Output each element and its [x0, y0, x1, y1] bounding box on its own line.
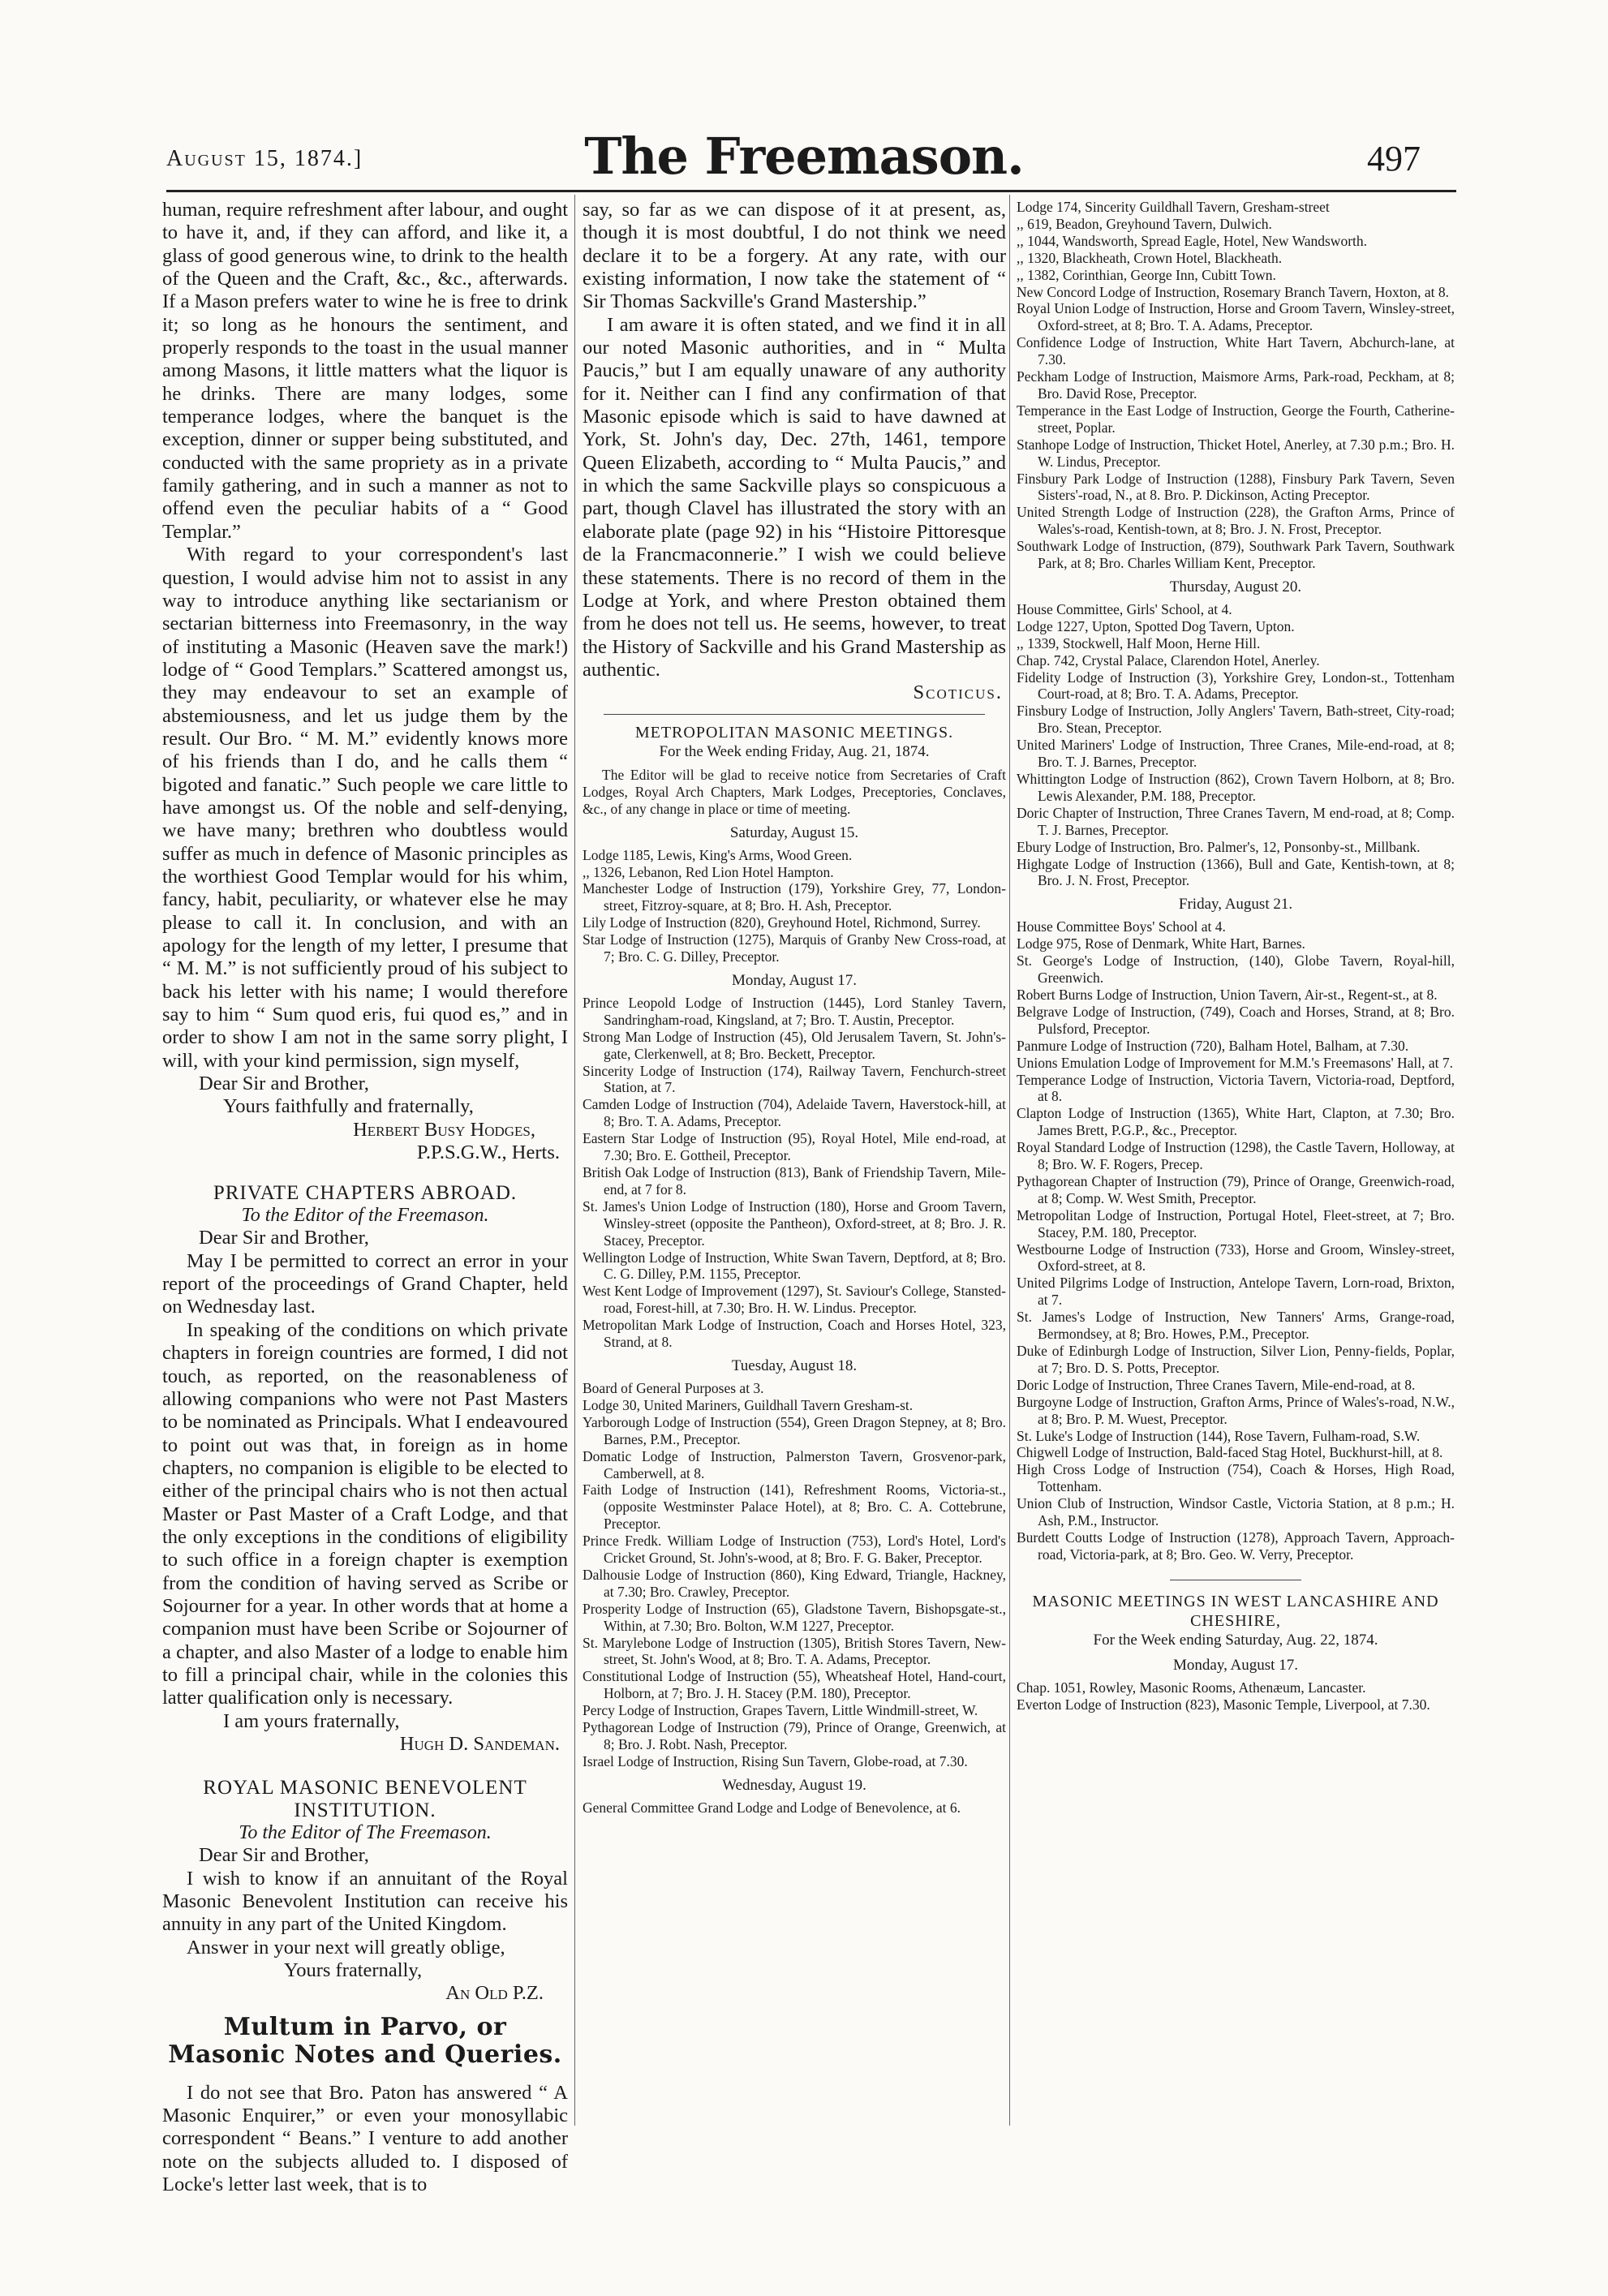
signature-name: Scoticus. [913, 681, 1003, 704]
meeting-entry: United Strength Lodge of Instruction (228), the Grafton Arms, Prince of Wales's-road, Kentish-town, at 8; Bro. J. N. Frost, Preceptor. [1017, 504, 1455, 538]
salutation: Dear Sir and Brother, [199, 1227, 369, 1249]
day-heading: Monday, August 17. [732, 971, 857, 989]
meeting-entry: Whittington Lodge of Instruction (862), Crown Tavern Holborn, at 8; Bro. Lewis Alexander, P.M. 188, Preceptor. [1017, 771, 1455, 804]
meeting-list [583, 823, 1006, 1817]
meeting-entry: Star Lodge of Instruction (1275), Marquis of Granby New Cross-road, at 7; Bro. C. G. Dilley, Preceptor. [583, 931, 1006, 965]
meeting-entry: United Mariners' Lodge of Instruction, Three Cranes, Mile-end-road, at 8; Bro. T. J. Barnes, Preceptor. [1017, 737, 1455, 771]
issue-date: August 15, 1874.] [166, 146, 363, 171]
header-rule [166, 190, 1456, 192]
meeting-entry: Belgrave Lodge of Instruction, (749), Coach and Horses, Strand, at 8; Bro. Pulsford, Preceptor. [1017, 1003, 1455, 1037]
signature-name: An Old P.Z. [445, 1982, 544, 2005]
meeting-entry: ,, 619, Beadon, Greyhound Tavern, Dulwich. [1017, 215, 1272, 232]
meeting-entry: Pythagorean Lodge of Instruction (79), Prince of Orange, Greenwich, at 8; Bro. J. Robt. Nash, Preceptor. [583, 1719, 1006, 1753]
meeting-entry: St. George's Lodge of Instruction, (140), Globe Tavern, Royal-hill, Greenwich. [1017, 952, 1455, 987]
meeting-entry: Faith Lodge of Instruction (141), Refreshment Rooms, Victoria-st., (opposite Westminster Palace Hotel), at 8; Bro. C. A. Cottebrune, Preceptor. [583, 1481, 1006, 1533]
meeting-entry: Pythagorean Chapter of Instruction (79), Prince of Orange, Greenwich-road, at 8; Comp. W. West Smith, Preceptor. [1017, 1172, 1455, 1206]
editor-note: The Editor will be glad to receive notice from Secretaries of Craft Lodges, Royal Arch Chapters, Mark Lodges, Preceptories, Conclaves, &c., of any change in place or time of meeting. [583, 767, 1006, 817]
meeting-entry: Ebury Lodge of Instruction, Bro. Palmer's, 12, Ponsonby-st., Millbank. [1017, 838, 1421, 855]
letter-paragraph: In speaking of the conditions on which private chapters in foreign countries are formed, I did not touch, as reported, on the reasonableness of allowing companions who were not Past Masters to be nominated as Principals. What I endeavoured to point out was that, in foreign as in home chapters, no companion is eligible to be elected to either of the principal chairs who is not then actual Master or Past Master of a Craft Lodge, and that the only exceptions in the conditions of eligibility to such office in a foreign chapter is exemption from the condition of having served as Scribe or Sojourner for a year. In other words that at home a companion must have been Scribe or Sojourner of a chapter, and also Master of a lodge to enable him to fill a principal chair, while in the colonies this latter qualification only is necessary. [162, 1318, 568, 1709]
day-heading: Tuesday, August 18. [731, 1357, 858, 1374]
section-subtitle: To the Editor of the Freemason. [241, 1205, 489, 1227]
meeting-entry: West Kent Lodge of Improvement (1297), St. Saviour's College, Stansted-road, Forest-hill, at 7.30; Bro. H. W. Lindus. Preceptor. [583, 1283, 1006, 1317]
meeting-entry: British Oak Lodge of Instruction (813), Bank of Friendship Tavern, Mile-end, at 7 for 8. [583, 1164, 1006, 1197]
meeting-entry: ,, 1044, Wandsworth, Spread Eagle, Hotel, New Wandsworth. [1017, 232, 1368, 249]
meeting-entry: Chigwell Lodge of Instruction, Bald-faced Stag Hotel, Buckhurst-hill, at 8. [1017, 1444, 1443, 1461]
meeting-list [1017, 1655, 1455, 1713]
meeting-entry: Temperance in the East Lodge of Instruction, George the Fourth, Catherine-street, Poplar. [1017, 402, 1455, 436]
meeting-entry: St. Luke's Lodge of Instruction (144), Rose Tavern, Fulham-road, S.W. [1017, 1427, 1421, 1444]
meeting-entry: ,, 1320, Blackheath, Crown Hotel, Blackheath. [1017, 249, 1283, 266]
section-title: METROPOLITAN MASONIC MEETINGS. [634, 724, 954, 742]
meeting-entry: Temperance Lodge of Instruction, Victoria Tavern, Victoria-road, Deptford, at 8. [1017, 1071, 1455, 1105]
meeting-entry: Yarborough Lodge of Instruction (554), Green Dragon Stepney, at 8; Bro. Barnes, P.M., Preceptor. [583, 1413, 1006, 1447]
day-heading: Thursday, August 20. [1169, 578, 1302, 595]
meeting-entry: ,, 1326, Lebanon, Red Lion Hotel Hampton. [583, 863, 834, 880]
meeting-entry: Fidelity Lodge of Instruction (3), Yorkshire Grey, London-st., Tottenham Court-road, at 8; Bro. T. A. Adams, Preceptor. [1017, 669, 1455, 703]
signature-name: Hugh D. Sandeman. [399, 1733, 560, 1755]
meeting-entry: Percy Lodge of Instruction, Grapes Tavern, Little Windmill-street, W. [583, 1702, 978, 1719]
meeting-entry: Robert Burns Lodge of Instruction, Union Tavern, Air-st., Regent-st., at 8. [1017, 986, 1438, 1003]
meeting-entry: Doric Lodge of Instruction, Three Cranes Tavern, Mile-end-road, at 8. [1017, 1376, 1416, 1393]
salutation: Dear Sir and Brother, [199, 1844, 369, 1867]
meeting-entry: Stanhope Lodge of Instruction, Thicket Hotel, Anerley, at 7.30 p.m.; Bro. H. W. Lindus, Preceptor. [1017, 436, 1455, 470]
closing: Yours faithfully and fraternally, [223, 1095, 474, 1118]
meeting-entry: Lodge 1185, Lewis, King's Arms, Wood Green. [583, 846, 853, 863]
meeting-entry: St. Marylebone Lodge of Instruction (1305), British Stores Tavern, New-street, St. John's Wood, at 8; Bro. T. A. Adams, Preceptor. [583, 1634, 1006, 1668]
meeting-entry: Lodge 30, United Mariners, Guildhall Tavern Gresham-st. [583, 1396, 914, 1413]
meeting-entry: Duke of Edinburgh Lodge of Instruction, Silver Lion, Penny-fields, Poplar, at 7; Bro. D. S. Potts, Preceptor. [1017, 1343, 1455, 1376]
section-title: PRIVATE CHAPTERS ABROAD. [213, 1182, 518, 1205]
section-divider [604, 714, 985, 715]
meeting-entry: Strong Man Lodge of Instruction (45), Old Jerusalem Tavern, St. John's-gate, Clerkenwell, at 8; Bro. Beckett, Preceptor. [583, 1028, 1006, 1062]
section-subtitle: To the Editor of The Freemason. [239, 1822, 492, 1844]
closing: I am yours fraternally, [223, 1709, 400, 1732]
section-title: Multum in Parvo, or Masonic Notes and Queries. [168, 2012, 562, 2069]
meeting-entry: Sincerity Lodge of Instruction (174), Railway Tavern, Fenchurch-street Station, at 7. [583, 1062, 1006, 1096]
letter-paragraph: human, require refreshment after labour, and ought to have it, and, if they can afford, and like it, a glass of good generous wine, to drink to the health of the Queen and the Craft, &c., &c., afterwards. If a Mason prefers water to wine he is free to drink it; so long as he honours the sentiment, and properly responds to the toast in the usual manner among Masons, it little matters what the liquor is he drinks. There are many lodges, some temperance lodges, where the banquet is the exception, dinner or supper being substituted, and conducted with the same propriety as in a private family gathering, and in such a manner as not to offend even the peculiar habits of a “ Good Templar.” [162, 199, 568, 543]
article-paragraph: I do not see that Bro. Paton has answered “ A Masonic Enquirer,” or even your monosyllabic correspondent “ Beans.” I venture to add another note on the subjects alluded to. I disposed of Locke's letter last week, that is to [162, 2081, 568, 2196]
meeting-entry: Prince Fredk. William Lodge of Instruction (753), Lord's Hotel, Lord's Cricket Ground, St. John's-wood, at 8; Bro. F. G. Baker, Preceptor. [583, 1533, 1006, 1567]
letter-paragraph: May I be permitted to correct an error in your report of the proceedings of Grand Chapter, held on Wednesday last. [162, 1249, 568, 1318]
meeting-entry: High Cross Lodge of Instruction (754), Coach & Horses, High Road, Tottenham. [1017, 1461, 1455, 1495]
meeting-entry: ,, 1382, Corinthian, George Inn, Cubitt Town. [1017, 266, 1276, 283]
meeting-entry: Lily Lodge of Instruction (820), Greyhound Hotel, Richmond, Surrey. [583, 914, 981, 931]
meeting-entry: Eastern Star Lodge of Instruction (95), Royal Hotel, Mile end-road, at 7.30; Bro. E. Gottheil, Preceptor. [583, 1130, 1006, 1164]
day-heading: Friday, August 21. [1178, 896, 1293, 914]
meeting-entry: United Pilgrims Lodge of Instruction, Antelope Tavern, Lorn-road, Brixton, at 7. [1017, 1275, 1455, 1309]
meeting-entry: Doric Chapter of Instruction, Three Cranes Tavern, M end-road, at 8; Comp. T. J. Barnes, Preceptor. [1017, 804, 1455, 838]
meeting-entry: Finsbury Park Lodge of Instruction (1288), Finsbury Park Tavern, Seven Sisters'-road, N., at 8. Bro. P. Dickinson, Acting Preceptor. [1017, 470, 1455, 504]
meeting-entry: Lodge 975, Rose of Denmark, White Hart, Barnes. [1017, 935, 1305, 952]
meeting-entry: Metropolitan Lodge of Instruction, Portugal Hotel, Fleet-street, at 7; Bro. Stacey, P.M. 180, Preceptor. [1017, 1206, 1455, 1240]
article-paragraph: I am aware it is often stated, and we find it in all our noted Masonic authorities, and in “ Multa Paucis,” but I am equally unaware of any authority for it. Neither can I find any confirmation of that Masonic episode which is said to have dawned at York, St. John's day, Dec. 27th, 1461, tempore Queen Elizabeth, according to “ Multa Paucis,” and in which the same Sackville plays so conspicuous a part, though Clavel has illustrated the story with an elaborate plate (page 92) in his “Histoire Pittoresque de la Francmaconnerie.” I wish we could believe these statements. There is no record of them in the Lodge at York, and where Preston obtained them from he does not tell us. He seems, however, to treat the History of Sackville and his Grand Mastership as authentic. [583, 313, 1006, 681]
meeting-entry: Everton Lodge of Instruction (823), Masonic Temple, Liverpool, at 7.30. [1017, 1696, 1430, 1713]
meeting-entry: Highgate Lodge of Instruction (1366), Bull and Gate, Kentish-town, at 8; Bro. J. N. Frost, Preceptor. [1017, 855, 1455, 889]
day-heading: Saturday, August 15. [729, 823, 859, 841]
salutation: Dear Sir and Brother, [199, 1073, 369, 1095]
meeting-entry: ,, 1339, Stockwell, Half Moon, Herne Hill. [1017, 634, 1261, 651]
meeting-entry: Board of General Purposes at 3. [583, 1379, 764, 1396]
meeting-entry: Confidence Lodge of Instruction, White Hart Tavern, Abchurch-lane, at 7.30. [1017, 334, 1455, 368]
meeting-entry: Chap. 742, Crystal Palace, Clarendon Hotel, Anerley. [1017, 651, 1320, 669]
section-subtitle: For the Week ending Friday, Aug. 21, 1874. [659, 743, 930, 761]
meeting-entry: Southwark Lodge of Instruction, (879), Southwark Park Tavern, Southwark Park, at 8; Bro. Charles William Kent, Preceptor. [1017, 538, 1455, 572]
meeting-entry: Burgoyne Lodge of Instruction, Grafton Arms, Prince of Wales's-road, N.W., at 8; Bro. P. M. Wuest, Preceptor. [1017, 1393, 1455, 1427]
meeting-entry: Prince Leopold Lodge of Instruction (1445), Lord Stanley Tavern, Sandringham-road, Kingsland, at 7; Bro. T. Austin, Preceptor. [583, 994, 1006, 1028]
letter-paragraph: I wish to know if an annuitant of the Royal Masonic Benevolent Institution can receive his annuity in any part of the United Kingdom. [162, 1867, 568, 1936]
meeting-entry: Clapton Lodge of Instruction (1365), White Hart, Clapton, at 7.30; Bro. James Brett, P.G.P., &c., Preceptor. [1017, 1105, 1455, 1139]
column-rule-1 [574, 195, 575, 2126]
masthead [0, 0, 1608, 195]
meeting-entry: Metropolitan Mark Lodge of Instruction, Coach and Horses Hotel, 323, Strand, at 8. [583, 1317, 1006, 1351]
meeting-entry: Wellington Lodge of Instruction, White Swan Tavern, Deptford, at 8; Bro. C. G. Dilley, P.M. 1155, Preceptor. [583, 1249, 1006, 1283]
meeting-entry: Burdett Coutts Lodge of Instruction (1278), Approach Tavern, Approach-road, Victoria-park, at 8; Bro. Geo. W. Verry, Preceptor. [1017, 1529, 1455, 1563]
meeting-entry: Dalhousie Lodge of Instruction (860), King Edward, Triangle, Hackney, at 7.30; Bro. Crawley, Preceptor. [583, 1566, 1006, 1600]
meeting-entry: Royal Standard Lodge of Instruction (1298), the Castle Tavern, Holloway, at 8; Bro. W. F. Rogers, Precep. [1017, 1139, 1455, 1173]
section-title: MASONIC MEETINGS IN WEST LANCASHIRE AND CHESHIRE, [1032, 1592, 1439, 1630]
meeting-entry: House Committee Boys' School at 4. [1017, 918, 1226, 935]
meeting-entry: Peckham Lodge of Instruction, Maismore Arms, Park-road, Peckham, at 8; Bro. David Rose, Preceptor. [1017, 368, 1455, 402]
meeting-entry: Camden Lodge of Instruction (704), Adelaide Tavern, Haverstock-hill, at 8; Bro. T. A. Adams, Preceptor. [583, 1096, 1006, 1130]
meeting-list [1017, 199, 1455, 1563]
section-title: ROYAL MASONIC BENEVOLENT INSTITUTION. [203, 1777, 527, 1822]
column-3 [1017, 199, 1455, 2227]
day-heading: Monday, August 17. [1173, 1656, 1298, 1674]
meeting-entry: New Concord Lodge of Instruction, Rosemary Branch Tavern, Hoxton, at 8. [1017, 283, 1450, 300]
meeting-entry: St. James's Lodge of Instruction, New Tanners' Arms, Grange-road, Bermondsey, at 8; Bro. Howes, P.M., Preceptor. [1017, 1309, 1455, 1343]
meeting-entry: Unions Emulation Lodge of Improvement for M.M.'s Freemasons' Hall, at 7. [1017, 1054, 1454, 1071]
meeting-entry: Westbourne Lodge of Instruction (733), Horse and Groom, Winsley-street, Oxford-street, at 8. [1017, 1240, 1455, 1275]
day-heading: Wednesday, August 19. [722, 1776, 866, 1794]
meeting-entry: Manchester Lodge of Instruction (179), Yorkshire Grey, 77, London-street, Fitzroy-square, at 8; Bro. H. Ash, Preceptor. [583, 880, 1006, 914]
article-paragraph: say, so far as we can dispose of it at present, as, though it is most doubtful, I do not think we need declare it to be a forgery. At any rate, with our existing information, I now take the statement of “ Sir Thomas Sackville's Grand Mastership.” [583, 199, 1006, 313]
meeting-entry: House Committee, Girls' School, at 4. [1017, 600, 1232, 617]
letter-paragraph: With regard to your correspondent's last question, I would advise him not to assist in any way to introduce anything like sectarianism or sectarian bitterness into Freemasonry, in the way of instituting a Masonic (Heaven save the mark!) lodge of “ Good Templars.” Scattered amongst us, they may endeavour to set an example of abstemiousness, and let us judge them by the result. Our Bro. “ M. M.” evidently knows more of his friends than I do, and he calls them “ bigoted and fanatic.” Such people we care little to have amongst us. Of the noble and self-denying, we have many; brethren who doubtless would suffer as much in defence of Masonic principles as the worthiest Good Templar would for his whim, fancy, habit, peculiarity, or whatever else he may please to call it. In conclusion, and with an apology for the length of my letter, I presume that “ M. M.” is not sufficiently proud of his subject to back his letter with his name; I would therefore say to him “ Sum quod eris, fui quod es,” and in order to show I am not in the same sorry plight, I will, with your kind permission, sign myself, [162, 544, 568, 1072]
meeting-entry: Panmure Lodge of Instruction (720), Balham Hotel, Balham, at 7.30. [1017, 1037, 1409, 1054]
meeting-entry: Union Club of Instruction, Windsor Castle, Victoria Station, at 8 p.m.; H. Ash, P.M., Instructor. [1017, 1495, 1455, 1529]
meeting-entry: St. James's Union Lodge of Instruction (180), Horse and Groom Tavern, Winsley-street (opposite the Pantheon), Oxford-street, at 8; Bro. J. R. Stacey, Preceptor. [583, 1197, 1006, 1249]
letter-paragraph: Answer in your next will greatly oblige, [187, 1936, 505, 1958]
meeting-entry: Finsbury Lodge of Instruction, Jolly Anglers' Tavern, Bath-street, City-road; Bro. Stean, Preceptor. [1017, 703, 1455, 737]
meeting-entry: Royal Union Lodge of Instruction, Horse and Groom Tavern, Winsley-street, Oxford-street, at 8; Bro. T. A. Adams, Preceptor. [1017, 300, 1455, 334]
page-number: 497 [1367, 139, 1421, 178]
column-2 [583, 199, 1006, 2227]
meeting-entry: Constitutional Lodge of Instruction (55), Wheatsheaf Hotel, Hand-court, Holborn, at 7; Bro. J. H. Stacey (P.M. 180), Preceptor. [583, 1668, 1006, 1702]
newspaper-title: The Freemason. [584, 127, 1024, 186]
meeting-entry: Domatic Lodge of Instruction, Palmerston Tavern, Grosvenor-park, Camberwell, at 8. [583, 1447, 1006, 1481]
meeting-entry: Lodge 1227, Upton, Spotted Dog Tavern, Upton. [1017, 617, 1295, 634]
signature-title: P.P.S.G.W., Herts. [416, 1142, 560, 1164]
meeting-entry: Lodge 174, Sincerity Guildhall Tavern, Gresham-street [1017, 199, 1330, 215]
signature-name: Herbert Busy Hodges, [353, 1118, 535, 1141]
section-subtitle: For the Week ending Saturday, Aug. 22, 1874. [1093, 1631, 1378, 1649]
column-rule-2 [1009, 195, 1010, 2126]
closing: Yours fraternally, [284, 1959, 423, 1982]
meeting-entry: Prosperity Lodge of Instruction (65), Gladstone Tavern, Bishopsgate-st., Within, at 7.30; Bro. Bolton, W.M 1227, Preceptor. [583, 1600, 1006, 1634]
column-1 [162, 199, 568, 2227]
meeting-entry: Chap. 1051, Rowley, Masonic Rooms, Athenæum, Lancaster. [1017, 1679, 1366, 1696]
meeting-entry: General Committee Grand Lodge and Lodge of Benevolence, at 6. [583, 1799, 961, 1816]
meeting-entry: Israel Lodge of Instruction, Rising Sun Tavern, Globe-road, at 7.30. [583, 1752, 968, 1769]
